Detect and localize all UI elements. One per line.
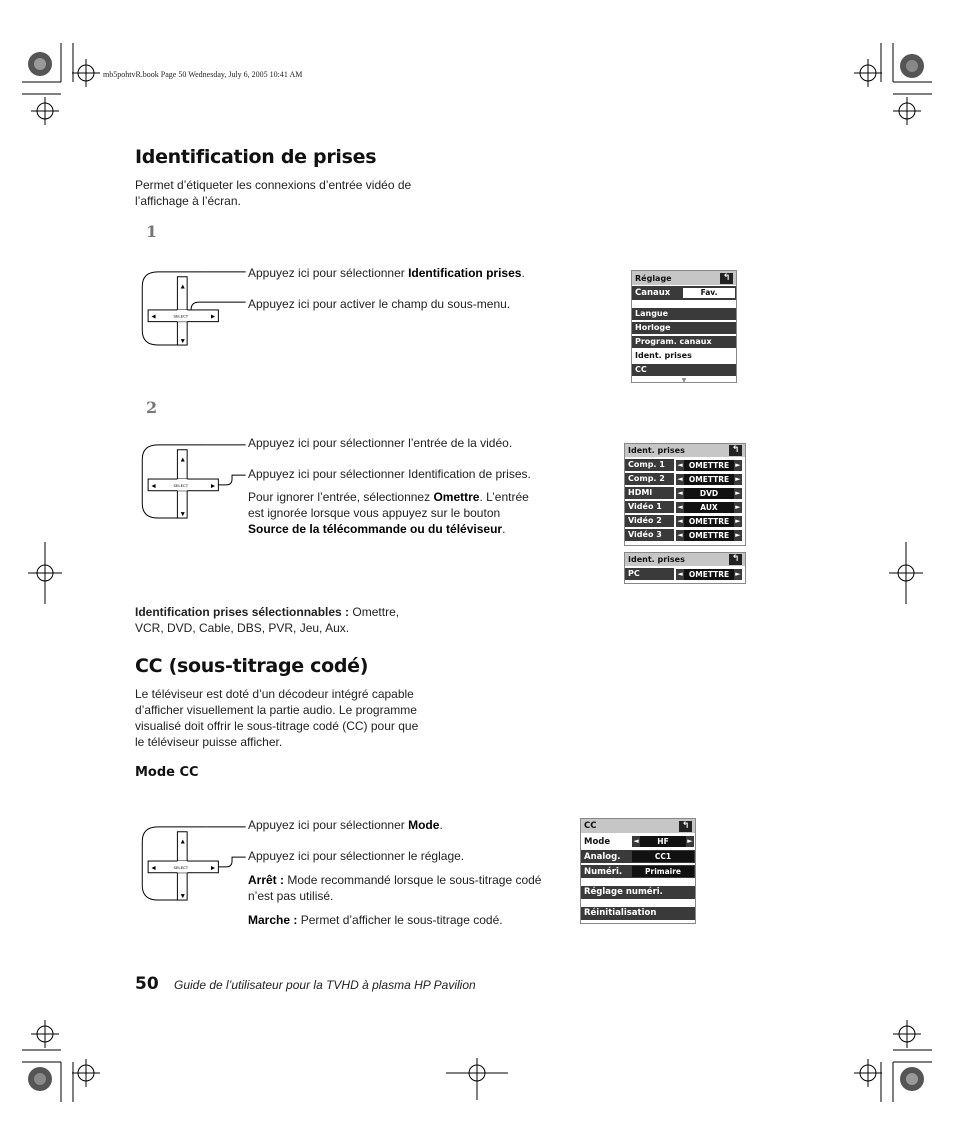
menu-row-numeri[interactable]: Numéri. Primaire [581,865,695,878]
step1-instruction-2: Appuyez ici pour activer le champ du sous-menu. [248,297,511,311]
menu-row-canaux[interactable]: Canaux Fav. [632,286,736,300]
step-number: 1 [146,222,158,241]
menu-item[interactable]: Réglage numéri. [581,886,695,899]
svg-text:SELECT: SELECT [173,482,189,488]
intro-line: l’affichage à l’écran. [135,194,241,208]
menu-row[interactable]: PC ◄ OMETTRE ► [625,568,745,580]
menu-item[interactable]: Program. canaux [632,336,736,348]
step2-instruction-2: Appuyez ici pour sélectionner Identification de prises. [248,467,531,481]
section-title-cc: CC (sous-titrage codé) [135,655,369,677]
svg-text:▲: ▲ [179,838,187,846]
back-arrow-icon[interactable]: ↰ [729,554,742,565]
remote-dpad-diagram [137,822,249,902]
menu-header: Ident. prises ↰ [625,553,745,566]
menu-row-mode[interactable]: Mode ◄ HF ► [581,835,695,848]
print-header-line: mb5pohtvR.book Page 50 Wednesday, July 6, 2005 10:41 AM [103,70,303,79]
scroll-down-icon[interactable]: ▼ [681,377,687,384]
remote-dpad-diagram [137,267,249,347]
section-title-ident: Identification de prises [135,146,377,168]
menu-ident-prises-pc [624,552,746,584]
menu-row[interactable]: Vidéo 3 ◄ OMETTRE ► [625,529,745,541]
cc-marche-text: Marche : Permet d’afficher le sous-titrage codé. [248,913,503,927]
cc-arret-text: Arrêt : Mode recommandé lorsque le sous-titrage codé n’est pas utilisé. [248,873,542,903]
step2-instruction-1: Appuyez ici pour sélectionner l’entrée de la vidéo. [248,436,513,450]
svg-text:◄: ◄ [150,482,157,490]
svg-text:►: ► [209,482,217,490]
svg-text:▼: ▼ [179,511,187,519]
menu-item[interactable]: Horloge [632,322,736,334]
menu-row[interactable]: Vidéo 2 ◄ OMETTRE ► [625,515,745,527]
cc-intro: Le téléviseur est doté d’un décodeur intégré capable d’afficher visuellement la partie audio. Le programme visualisé doit offrir le sous-titrage codé (CC) pour que le téléviseur puisse afficher. [135,687,419,749]
svg-text:◄: ◄ [150,313,157,321]
step1-instruction-1: Appuyez ici pour sélectionner Identification prises. [248,266,525,280]
svg-text:▼: ▼ [179,338,187,346]
menu-row[interactable]: HDMI ◄ DVD ► [625,487,745,499]
back-arrow-icon[interactable]: ↰ [720,273,733,284]
menu-header: CC ↰ [581,819,695,833]
svg-text:▲: ▲ [179,283,187,291]
svg-text:SELECT: SELECT [173,864,189,870]
svg-text:◄: ◄ [150,864,157,872]
svg-text:►: ► [209,864,217,872]
menu-ident-prises [624,443,746,546]
menu-cc [580,818,696,924]
menu-item-selected[interactable]: Ident. prises [632,350,736,362]
svg-text:►: ► [209,313,217,321]
menu-row-analog[interactable]: Analog. CC1 [581,850,695,863]
step2-instruction-3: Pour ignorer l’entrée, sélectionnez Omettre. L’entrée est ignorée lorsque vous appuyez sur le bouton Source de la télécommande ou du téléviseur. [248,490,529,536]
menu-reglage [631,270,737,383]
subsection-title-mode-cc: Mode CC [135,765,199,780]
page-number: 50 [135,974,159,994]
cc-instruction-2: Appuyez ici pour sélectionner le réglage. [248,849,465,863]
section-intro [135,177,411,209]
footer-guide-title: Guide de l’utilisateur pour la TVHD à plasma HP Pavilion [174,978,476,992]
back-arrow-icon[interactable]: ↰ [729,445,742,456]
menu-item[interactable]: Réinitialisation [581,907,695,920]
back-arrow-icon[interactable]: ↰ [679,821,692,832]
menu-header: Ident. prises ↰ [625,444,745,457]
svg-text:▼: ▼ [179,893,187,901]
select-label: SELECT [173,313,189,319]
menu-header: Réglage ↰ [632,271,736,285]
remote-dpad-diagram [137,440,249,520]
menu-row[interactable]: Comp. 2 ◄ OMETTRE ► [625,473,745,485]
cc-instruction-1: Appuyez ici pour sélectionner Mode. [248,818,443,832]
selectable-inputs-text: Identification prises sélectionnables : Omettre, VCR, DVD, Cable, DBS, PVR, Jeu, Aux. [135,605,400,635]
menu-row[interactable]: Vidéo 1 ◄ AUX ► [625,501,745,513]
menu-item[interactable]: Langue [632,308,736,320]
intro-line: Permet d’étiqueter les connexions d’entrée vidéo de [135,178,412,192]
menu-row[interactable]: Comp. 1 ◄ OMETTRE ► [625,459,745,471]
step-number: 2 [146,398,158,417]
menu-item[interactable]: CC [632,364,736,376]
svg-text:▲: ▲ [179,456,187,464]
